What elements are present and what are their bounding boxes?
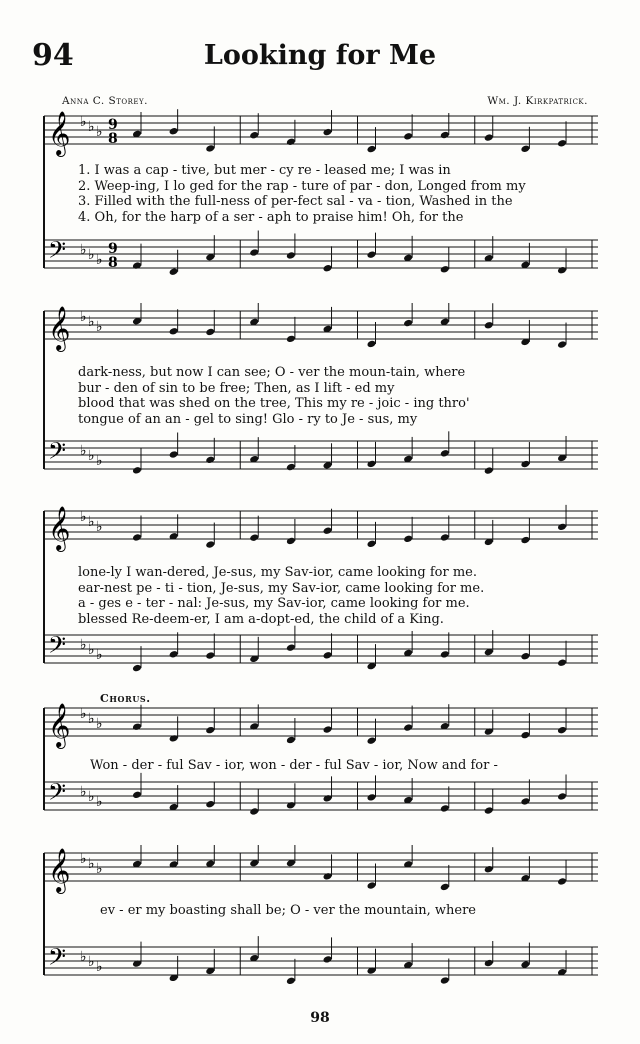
time-sig-bottom: 8: [108, 255, 118, 271]
flat-sign: ♭: [80, 706, 87, 722]
note-head: [403, 535, 413, 544]
note-head: [132, 533, 142, 542]
note-head: [557, 877, 567, 886]
flat-sign: ♭: [88, 247, 95, 263]
flat-sign: ♭: [80, 637, 87, 653]
note-head: [205, 144, 215, 153]
note-head: [520, 460, 530, 469]
staff: [44, 116, 598, 144]
note-head: [132, 261, 142, 270]
note-head: [557, 266, 567, 275]
note-head: [557, 523, 567, 532]
lyrics-block: [78, 565, 584, 627]
flat-sign: ♭: [96, 252, 103, 268]
staff: [44, 635, 598, 663]
chorus-label: Chorus.: [100, 692, 151, 705]
flat-sign: ♭: [80, 509, 87, 525]
lyric-line: lone-ly I wan-dered, Je-sus, my Sav-ior, came looking for me.: [78, 565, 478, 580]
lyrics-block: [78, 365, 584, 427]
note-head: [169, 327, 179, 336]
note-head: [205, 800, 215, 809]
note-head: [249, 533, 259, 542]
flat-sign: ♭: [80, 784, 87, 800]
note-head: [323, 651, 333, 660]
bass-clef: 𝄢: [48, 778, 67, 811]
note-head: [367, 793, 377, 802]
flat-sign: ♭: [80, 443, 87, 459]
note-head: [440, 650, 450, 659]
note-head: [440, 449, 450, 458]
lyricist-credit: Anna C. Storey.: [62, 95, 149, 107]
lyric-line: dark-ness, but now I can see; O - ver the moun-tain, where: [78, 365, 466, 380]
flat-sign: ♭: [80, 242, 87, 258]
flat-sign: ♭: [96, 959, 103, 975]
note-head: [323, 955, 333, 964]
note-head: [323, 725, 333, 734]
note-head: [520, 797, 530, 806]
lyric-line: blessed Re-deem-er, I am a-dopt-ed, the child of a King.: [78, 611, 444, 627]
lyric-line: a - ges e - ter - nal: Je-sus, my Sav-ior, came looking for me.: [78, 596, 470, 611]
flat-sign: ♭: [96, 319, 103, 335]
note-head: [367, 540, 377, 549]
lyric-line: blood that was shed on the tree, This my re - joic - ing thro': [78, 396, 470, 411]
note-head: [286, 736, 296, 745]
bass-clef: 𝄢: [48, 943, 67, 976]
note-head: [286, 643, 296, 652]
lyric-line: ear-nest pe - ti - tion, Je-sus, my Sav-ior, came looking for me.: [78, 580, 485, 596]
note-head: [286, 801, 296, 810]
note-head: [484, 466, 494, 475]
note-head: [286, 463, 296, 472]
note-head: [249, 131, 259, 140]
flat-sign: ♭: [96, 453, 103, 469]
flat-sign: ♭: [96, 861, 103, 877]
flat-sign: ♭: [80, 851, 87, 867]
note-head: [557, 792, 567, 801]
flat-sign: ♭: [96, 716, 103, 732]
note-head: [557, 340, 567, 349]
note-head: [440, 265, 450, 274]
note-head: [367, 736, 377, 745]
music-system-3: [28, 503, 600, 693]
note-head: [323, 264, 333, 273]
note-head: [403, 723, 413, 732]
lyric-line: 3. Filled with the full-ness of per-fect sal - va - tion, Washed in the: [78, 194, 513, 209]
note-head: [286, 977, 296, 986]
note-head: [403, 132, 413, 141]
note-head: [169, 734, 179, 743]
note-head: [205, 651, 215, 660]
lyric-line: ev - er my boasting shall be; O - ver the mountain, where: [100, 903, 476, 918]
note-head: [557, 658, 567, 667]
flat-sign: ♭: [80, 114, 87, 130]
staff: [44, 511, 598, 539]
lyric-line: 1. I was a cap - tive, but mer - cy re - leased me; I was in: [78, 163, 451, 178]
note-head: [132, 722, 142, 731]
note-head: [286, 537, 296, 546]
note-head: [323, 526, 333, 535]
note-head: [169, 650, 179, 659]
note-head: [440, 883, 450, 892]
note-head: [367, 460, 377, 469]
note-head: [286, 335, 296, 344]
note-head: [132, 466, 142, 475]
flat-sign: ♭: [96, 519, 103, 535]
time-sig-top: 9: [108, 241, 118, 257]
flat-sign: ♭: [96, 647, 103, 663]
flat-sign: ♭: [96, 124, 103, 140]
note-head: [484, 806, 494, 815]
flat-sign: ♭: [88, 789, 95, 805]
staff: [44, 708, 598, 736]
note-head: [367, 881, 377, 890]
flat-sign: ♭: [80, 949, 87, 965]
flat-sign: ♭: [88, 856, 95, 872]
note-head: [557, 139, 567, 148]
flat-sign: ♭: [88, 119, 95, 135]
lyric-line: bur - den of sin to be free; Then, as I lift - ed my: [78, 380, 395, 396]
note-head: [205, 328, 215, 337]
lyric-line: tongue of an an - gel to sing! Glo - ry to Je - sus, my: [78, 411, 418, 427]
note-head: [323, 872, 333, 881]
note-head: [520, 652, 530, 661]
composer-credit: Wm. J. Kirkpatrick.: [487, 95, 588, 107]
hymn-title: Looking for Me: [203, 40, 437, 71]
treble-clef: 𝄞: [48, 111, 71, 155]
note-head: [286, 138, 296, 147]
note-head: [520, 536, 530, 545]
note-head: [205, 726, 215, 735]
music-system-4: [28, 700, 600, 840]
music-system-1: [28, 108, 600, 298]
note-head: [440, 533, 450, 542]
flat-sign: ♭: [88, 448, 95, 464]
lyrics-block: [100, 903, 584, 919]
music-system-2: [28, 303, 600, 499]
flat-sign: ♭: [88, 514, 95, 530]
note-head: [440, 976, 450, 985]
note-head: [323, 128, 333, 137]
note-head: [169, 450, 179, 459]
bass-clef: 𝄢: [48, 631, 67, 664]
note-head: [132, 791, 142, 800]
note-head: [520, 145, 530, 154]
note-head: [286, 251, 296, 260]
flat-sign: ♭: [80, 309, 87, 325]
note-head: [249, 248, 259, 257]
staff: [44, 240, 598, 268]
bass-clef: 𝄢: [48, 437, 67, 470]
lyrics-block: [78, 163, 584, 225]
note-head: [484, 133, 494, 142]
staff-pair: [28, 845, 600, 1005]
note-head: [440, 131, 450, 140]
bass-clef: 𝄢: [48, 236, 67, 269]
note-head: [169, 127, 179, 136]
time-sig-top: 9: [108, 117, 118, 133]
note-head: [169, 267, 179, 276]
note-head: [205, 540, 215, 549]
staff: [44, 441, 598, 469]
lyrics-block: [90, 758, 584, 774]
flat-sign: ♭: [88, 711, 95, 727]
lyric-line: Won - der - ful Sav - ior, won - der - ful Sav - ior, Now and for -: [90, 758, 498, 773]
music-system-5: [28, 845, 600, 1005]
note-head: [520, 731, 530, 740]
note-head: [484, 321, 494, 330]
note-head: [403, 319, 413, 328]
treble-clef: 𝄞: [48, 306, 71, 350]
flat-sign: ♭: [96, 794, 103, 810]
note-head: [323, 794, 333, 803]
hymn-number: 94: [32, 38, 74, 73]
note-head: [367, 250, 377, 259]
note-head: [484, 959, 494, 968]
note-head: [367, 340, 377, 349]
treble-clef: 𝄞: [48, 703, 71, 747]
note-head: [205, 456, 215, 465]
note-head: [367, 145, 377, 154]
lyric-line: 2. Weep-ing, I lo ged for the rap - ture of par - don, Longed from my: [78, 178, 526, 194]
flat-sign: ♭: [88, 642, 95, 658]
treble-clef: 𝄞: [48, 848, 71, 892]
note-head: [132, 664, 142, 673]
flat-sign: ♭: [88, 954, 95, 970]
note-head: [249, 807, 259, 816]
treble-clef: 𝄞: [48, 506, 71, 550]
staff: [44, 782, 598, 810]
note-head: [484, 865, 494, 874]
lyric-line: 4. Oh, for the harp of a ser - aph to praise him! Oh, for the: [78, 209, 464, 225]
flat-sign: ♭: [88, 314, 95, 330]
note-head: [557, 726, 567, 735]
staff: [44, 853, 598, 881]
staff: [44, 947, 598, 975]
note-head: [440, 804, 450, 813]
time-sig-bottom: 8: [108, 131, 118, 147]
page-number: 98: [310, 1010, 330, 1026]
staff: [44, 311, 598, 339]
